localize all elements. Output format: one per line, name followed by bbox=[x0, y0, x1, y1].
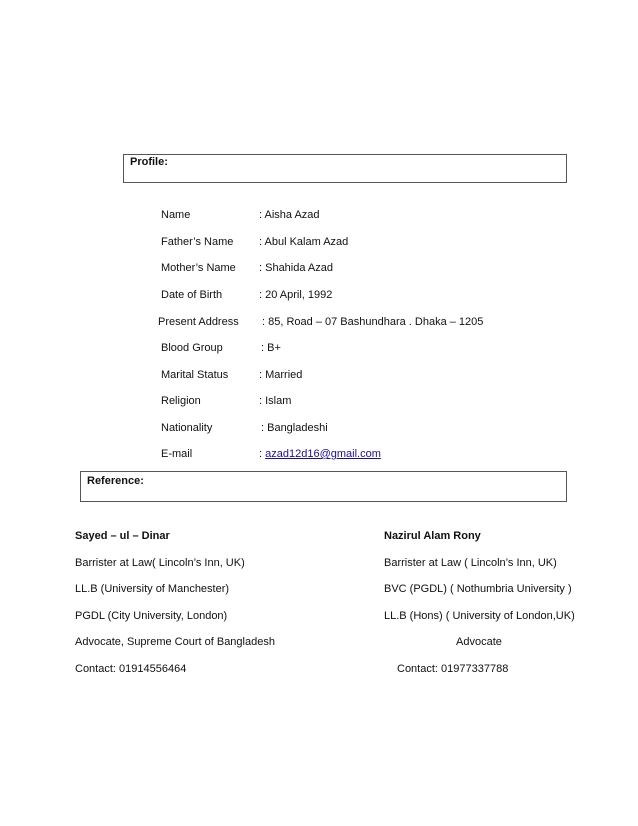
mothers-name-label: Mother’s Name bbox=[161, 262, 236, 274]
fathers-name-label: Father’s Name bbox=[161, 236, 234, 248]
profile-heading: Profile: bbox=[130, 156, 168, 168]
name-value: : Aisha Azad bbox=[259, 209, 320, 221]
ref-left-line4: Advocate, Supreme Court of Bangladesh bbox=[75, 636, 275, 648]
ref-right-line3: LL.B (Hons) ( University of London,UK) bbox=[384, 610, 575, 622]
email-prefix: : bbox=[259, 448, 266, 460]
ref-left-contact: Contact: 01914556464 bbox=[75, 663, 187, 675]
fathers-name-value: : Abul Kalam Azad bbox=[259, 236, 349, 248]
reference-section-box bbox=[80, 471, 567, 502]
marital-status-label: Marital Status bbox=[161, 369, 229, 381]
ref-left-line2: LL.B (University of Manchester) bbox=[75, 583, 230, 595]
ref-left-line3: PGDL (City University, London) bbox=[75, 610, 228, 622]
reference-heading: Reference: bbox=[87, 475, 144, 487]
email-label: E-mail bbox=[161, 448, 193, 460]
ref-left-name: Sayed – ul – Dinar bbox=[75, 530, 170, 542]
nationality-label: Nationality bbox=[161, 422, 213, 434]
name-label: Name bbox=[161, 209, 191, 221]
present-address-label: Present Address bbox=[158, 316, 239, 328]
ref-right-line4: Advocate bbox=[456, 636, 502, 648]
religion-label: Religion bbox=[161, 395, 201, 407]
profile-section-box bbox=[123, 154, 567, 183]
mothers-name-value: : Shahida Azad bbox=[259, 262, 334, 274]
marital-status-value: : Married bbox=[259, 369, 303, 381]
blood-group-value: : B+ bbox=[261, 342, 281, 354]
ref-right-name: Nazirul Alam Rony bbox=[384, 530, 481, 542]
email-value bbox=[259, 448, 381, 460]
ref-right-line1: Barrister at Law ( Lincoln’s Inn, UK) bbox=[384, 557, 557, 569]
ref-right-contact: Contact: 01977337788 bbox=[397, 663, 509, 675]
blood-group-label: Blood Group bbox=[161, 342, 223, 354]
email-link[interactable]: azad12d16@gmail.com bbox=[265, 448, 381, 460]
ref-right-line2: BVC (PGDL) ( Nothumbria University ) bbox=[384, 583, 572, 595]
religion-value: : Islam bbox=[259, 395, 292, 407]
date-of-birth-value: : 20 April, 1992 bbox=[259, 289, 333, 301]
date-of-birth-label: Date of Birth bbox=[161, 289, 223, 301]
present-address-value: : 85, Road – 07 Bashundhara . Dhaka – 1205 bbox=[262, 316, 484, 328]
nationality-value: : Bangladeshi bbox=[261, 422, 328, 434]
ref-left-line1: Barrister at Law( Lincoln’s Inn, UK) bbox=[75, 557, 245, 569]
